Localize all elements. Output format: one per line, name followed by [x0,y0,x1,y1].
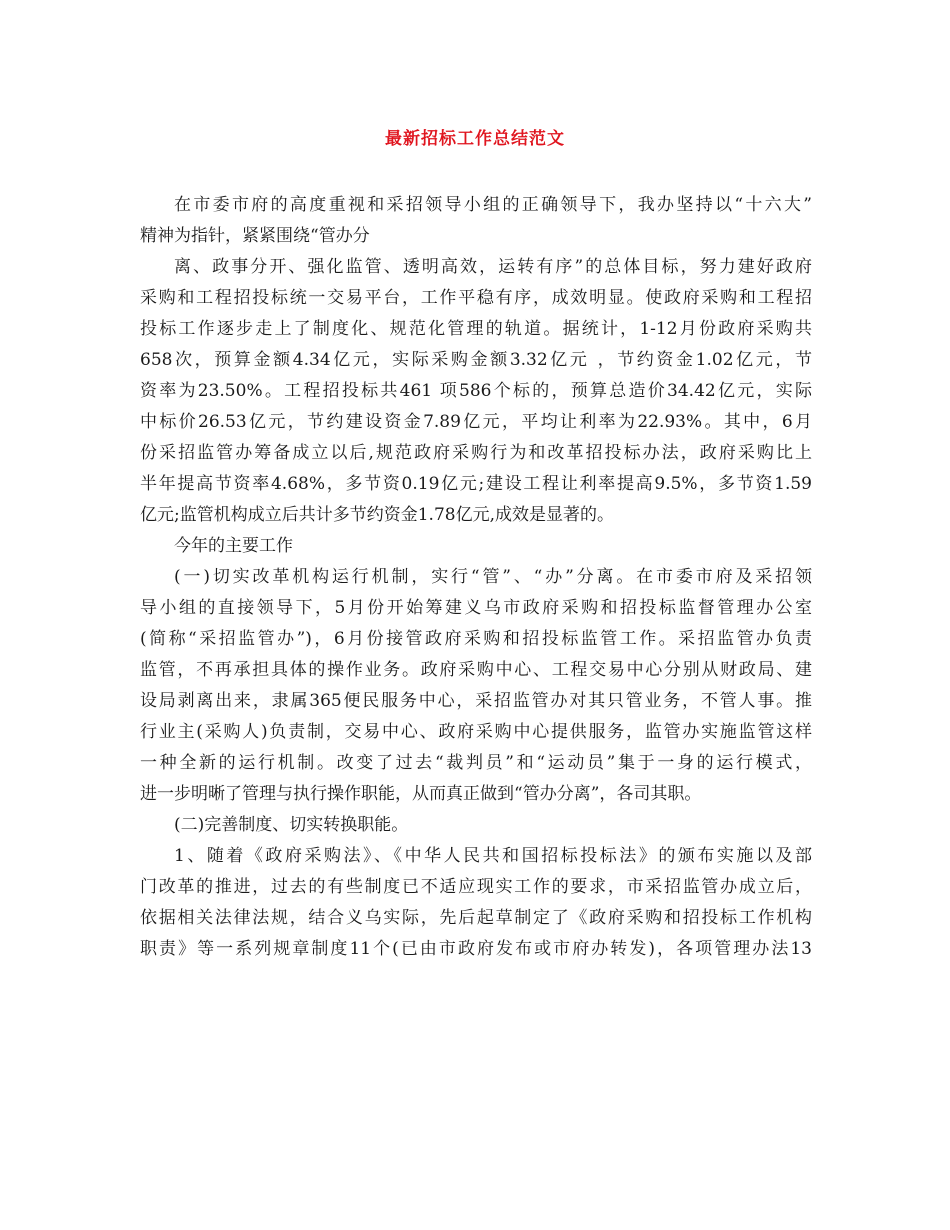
paragraph-line: 离、政事分开、强化监管、透明高效，运转有序”的总体目标，努力建好政府 [174,257,812,277]
document-title: 最新招标工作总结范文 [385,129,565,149]
paragraph-line: 进一步明晰了管理与执行操作职能，从而真正做到“管办分离”，各司其职。 [140,784,702,804]
paragraph-line: 一种全新的运行机制。改变了过去“裁判员”和“运动员”集于一身的运行模式， [140,753,812,773]
paragraph-line: 658次，预算金额4.34亿元，实际采购金额3.32亿元 ，节约资金1.02亿元，节 [140,350,812,370]
paragraph-line: 半年提高节资率4.68%，多节资0.19亿元;建设工程让利率提高9.5%，多节资1.59 [140,474,812,494]
paragraph-line: 精神为指针，紧紧围绕“管办分 [140,226,370,246]
section-heading: (二)完善制度、切实转换职能。 [174,815,409,835]
paragraph-line: 中标价26.53亿元，节约建设资金7.89亿元，平均让利率为22.93%。其中，6月 [140,412,812,432]
paragraph-line: 份采招监管办筹备成立以后,规范政府采购行为和改革招投标办法，政府采购比上 [140,443,812,463]
paragraph-line: (一)切实改革机构运行机制，实行“管”、“办”分离。在市委市府及采招领 [174,567,812,587]
paragraph-line: 监管，不再承担具体的操作业务。政府采购中心、工程交易中心分别从财政局、建 [140,660,812,680]
paragraph-line: 1、随着《政府采购法》、《中华人民共和国招标投标法》的颁布实施以及部 [174,846,812,866]
paragraph-line: 投标工作逐步走上了制度化、规范化管理的轨道。据统计，1-12月份政府采购共 [140,319,812,339]
paragraph-line: 依据相关法律法规，结合义乌实际，先后起草制定了《政府采购和招投标工作机构 [140,908,812,928]
paragraph-line: 设局剥离出来，隶属365便民服务中心，采招监管办对其只管业务，不管人事。推 [140,691,812,711]
document-body [140,190,812,965]
paragraph-line: 行业主(采购人)负责制，交易中心、政府采购中心提供服务，监管办实施监管这样 [140,722,812,742]
paragraph-line: 导小组的直接领导下，5月份开始筹建义乌市政府采购和招投标监督管理办公室 [140,598,812,618]
paragraph-line: 门改革的推进，过去的有些制度已不适应现实工作的要求，市采招监管办成立后， [140,877,812,897]
paragraph-line: 资率为23.50%。工程招投标共461 项586个标的，预算总造价34.42亿元，实际 [140,381,812,401]
paragraph-line: 在市委市府的高度重视和采招领导小组的正确领导下，我办坚持以“十六大” [174,195,812,215]
paragraph-line: 职责》等一系列规章制度11个(已由市政府发布或市府办转发)，各项管理办法13 [140,939,812,959]
paragraph-line: 采购和工程招投标统一交易平台，工作平稳有序，成效明显。使政府采购和工程招 [140,288,812,308]
paragraph-line: (简称“采招监管办”)，6月份接管政府采购和招投标监管工作。采招监管办负责 [140,629,812,649]
section-heading: 今年的主要工作 [174,536,293,556]
paragraph-line: 亿元;监管机构成立后共计多节约资金1.78亿元,成效是显著的。 [140,505,614,525]
